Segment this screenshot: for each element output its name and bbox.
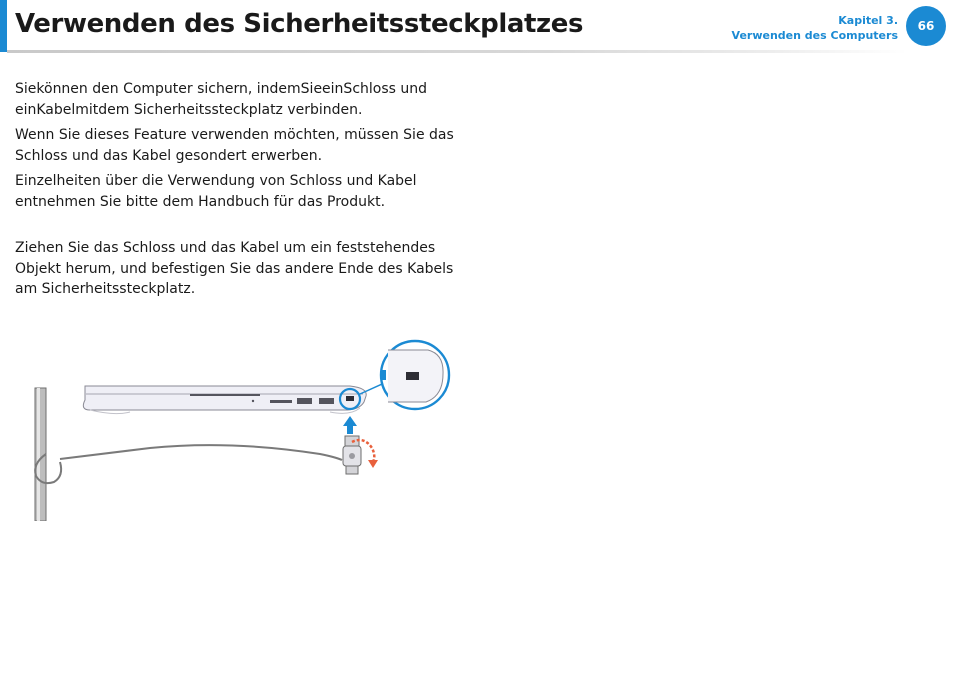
slot-zoom-callout-icon xyxy=(360,341,449,409)
security-slot-icon xyxy=(346,396,354,401)
header-divider xyxy=(7,50,907,53)
paragraph-intro: Siekönnen den Computer sichern, indemSieeinSchloss und einKabelmitdem Sicherheitssteckplatz verbinden. xyxy=(15,81,428,118)
security-lock-illustration xyxy=(30,336,460,521)
paragraph-purchase: Wenn Sie dieses Feature verwenden möchten, müssen Sie das Schloss und das Kabel gesondert erwerben. xyxy=(15,127,454,164)
paragraph-instruction: Ziehen Sie das Schloss und das Kabel um ein feststehendes Objekt herum, und befestigen Sie das andere Ende des Kabels am Sicherheitssteckplatz. xyxy=(15,240,454,297)
page-title: Verwenden des Sicherheitssteckplatzes xyxy=(15,9,584,39)
header-accent-bar xyxy=(0,0,7,52)
illustration-svg xyxy=(30,336,460,521)
paragraph-manual: Einzelheiten über die Verwendung von Schloss und Kabel entnehmen Sie bitte dem Handbuch für das Produkt. xyxy=(15,173,417,210)
page-number-badge: 66 xyxy=(906,6,946,46)
insert-arrow-icon xyxy=(343,416,357,434)
body-text xyxy=(15,79,475,305)
chapter-info xyxy=(732,13,898,43)
chapter-label: Kapitel 3. xyxy=(838,14,898,27)
page-header xyxy=(0,0,954,56)
cable-icon xyxy=(60,445,342,460)
laptop-side-icon xyxy=(83,386,366,414)
chapter-name: Verwenden des Computers xyxy=(731,29,898,42)
